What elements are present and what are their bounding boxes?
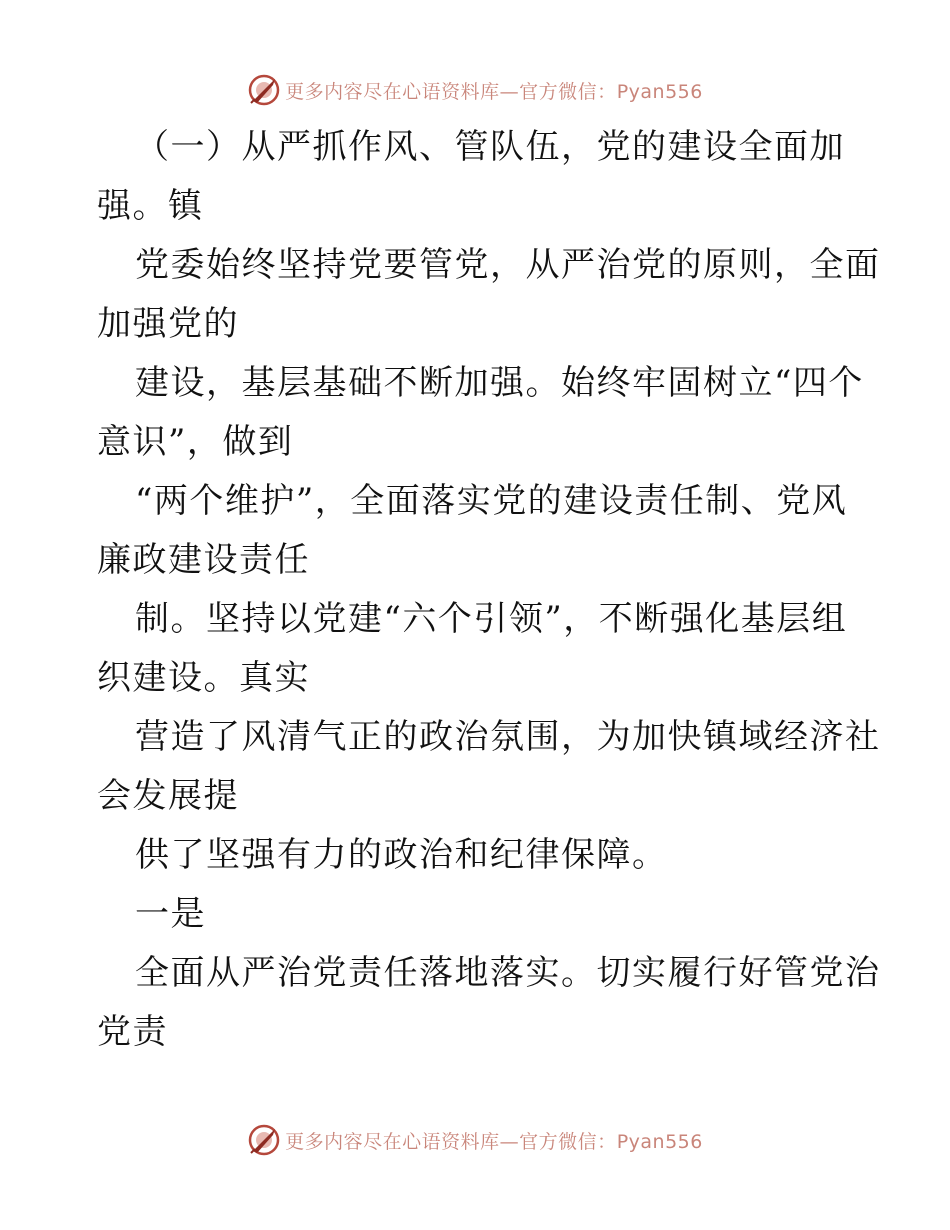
text-line: 制。坚持以党建“六个引领”，不断强化基层组 xyxy=(135,599,848,639)
text-line: 加强党的 xyxy=(97,304,239,344)
text-line: 会发展提 xyxy=(97,776,239,816)
text-line: 一是 xyxy=(135,894,206,934)
text-line: 党责 xyxy=(97,1012,168,1052)
watermark-text: 更多内容尽在心语资料库—官方微信：Pyan556 xyxy=(285,80,703,103)
watermark-text: 更多内容尽在心语资料库—官方微信：Pyan556 xyxy=(285,1130,703,1153)
text-line: 织建设。真实 xyxy=(97,658,310,698)
text-line: 强。镇 xyxy=(97,186,204,226)
watermark-header xyxy=(0,70,950,110)
text-line: （一）从严抓作风、管队伍，党的建设全面加 xyxy=(135,127,845,167)
text-line: 营造了风清气正的政治氛围，为加快镇域经济社 xyxy=(135,717,881,757)
pen-logo-icon xyxy=(247,73,281,107)
text-line: 建设，基层基础不断加强。始终牢固树立“四个 xyxy=(135,363,864,403)
text-line: 党委始终坚持党要管党，从严治党的原则，全面 xyxy=(135,245,881,285)
watermark-footer xyxy=(0,1120,950,1160)
text-line: 意识”，做到 xyxy=(97,422,294,462)
text-line: “两个维护”，全面落实党的建设责任制、党风 xyxy=(135,481,848,521)
pen-logo-icon xyxy=(247,1123,281,1157)
text-line: 廉政建设责任 xyxy=(97,540,310,580)
document-body xyxy=(97,118,881,1062)
text-line: 供了坚强有力的政治和纪律保障。 xyxy=(135,835,668,875)
text-line: 全面从严治党责任落地落实。切实履行好管党治 xyxy=(135,953,881,993)
